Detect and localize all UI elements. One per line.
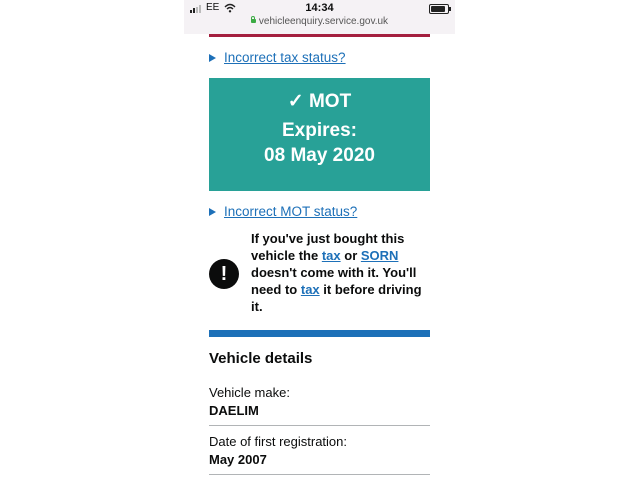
status-time: 14:34 — [305, 2, 334, 14]
phone-screen — [184, 0, 455, 480]
address-bar[interactable] — [184, 16, 455, 27]
status-bar — [184, 0, 455, 34]
incorrect-tax-status-link[interactable]: Incorrect tax status? — [224, 50, 346, 65]
warning-text — [209, 230, 430, 320]
vehicle-make-value: DAELIM — [209, 403, 259, 418]
lock-icon — [251, 19, 256, 23]
row-separator — [209, 474, 430, 475]
warning-message — [251, 230, 431, 315]
warning-text-part: or — [344, 248, 358, 263]
warning-text-part: doesn't come with it. You'll need to — [251, 265, 417, 297]
warning-text-part: it before driving it. — [251, 282, 422, 314]
first-registration-label: Date of first registration: — [209, 434, 347, 449]
top-rule — [209, 34, 430, 37]
incorrect-mot-status-toggle[interactable] — [209, 204, 357, 219]
check-icon: ✓ — [287, 91, 304, 112]
sorn-link[interactable]: SORN — [360, 248, 399, 263]
triangle-right-icon — [209, 54, 216, 62]
mot-title-text: MOT — [308, 91, 352, 112]
url-text: vehicleenquiry.service.gov.uk — [258, 16, 389, 27]
warning-text-part: If you've just bought this vehicle the — [251, 231, 405, 263]
vehicle-details-heading: Vehicle details — [209, 350, 313, 367]
incorrect-tax-status-toggle[interactable] — [209, 50, 346, 65]
tax-link[interactable]: tax — [321, 248, 341, 263]
incorrect-mot-status-link[interactable]: Incorrect MOT status? — [224, 204, 358, 219]
row-separator — [209, 425, 430, 426]
mot-title — [209, 90, 430, 113]
tax-link-2[interactable]: tax — [300, 282, 320, 297]
mot-status-panel — [209, 78, 430, 191]
triangle-right-icon — [209, 208, 216, 216]
exclamation-icon: ! — [209, 259, 239, 289]
vehicle-make-label: Vehicle make: — [209, 385, 290, 400]
battery-icon — [429, 4, 449, 14]
section-divider — [209, 330, 430, 337]
first-registration-value: May 2007 — [209, 452, 267, 467]
mot-expires-label: Expires: — [282, 120, 357, 141]
carrier-name: EE — [206, 2, 220, 13]
mot-expiry-date: 08 May 2020 — [264, 145, 375, 166]
